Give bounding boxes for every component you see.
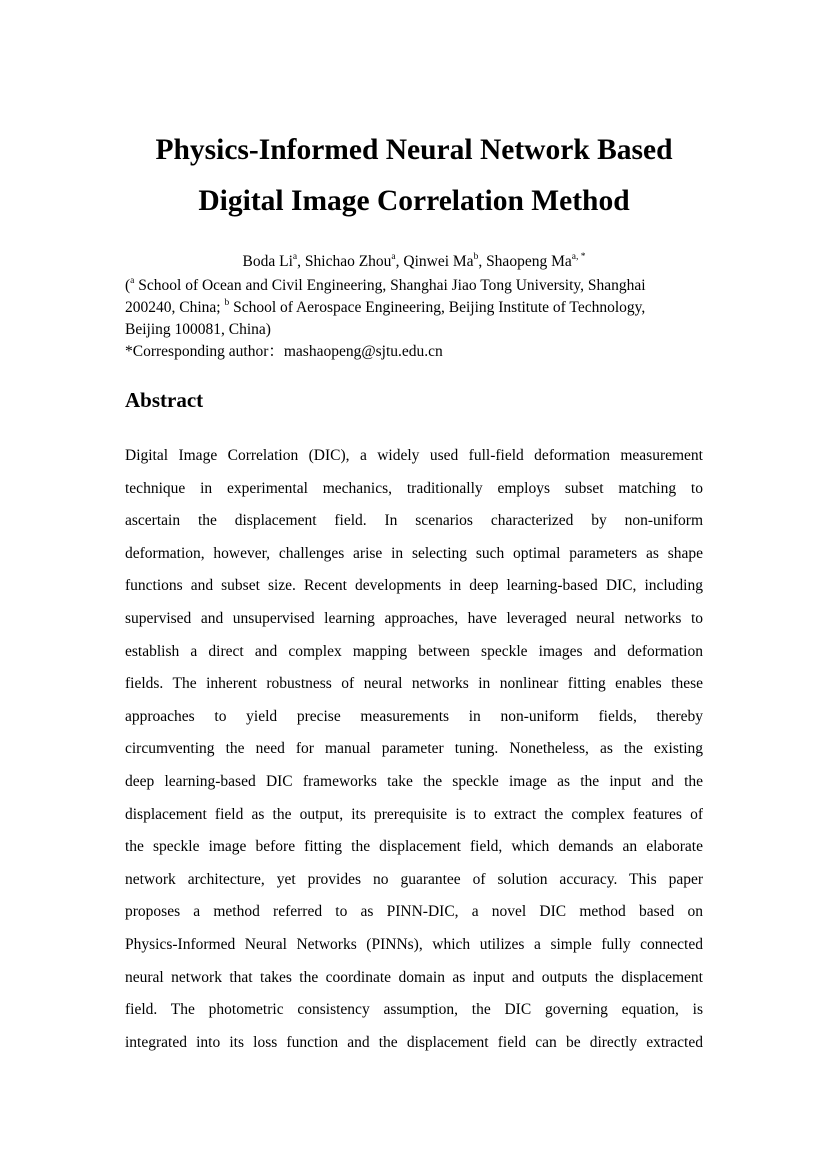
author-name: Shaopeng Ma — [486, 253, 572, 270]
affiliation-line-3: Beijing 100081, China) — [125, 321, 271, 338]
paper-title-line-2: Digital Image Correlation Method — [198, 185, 630, 217]
author-affiliation-mark: a, * — [571, 251, 586, 262]
abstract-line: integrated into its loss function and the displacement field can be directly extracted — [125, 1033, 703, 1051]
author-affiliation-mark: a — [292, 251, 298, 262]
abstract-line: neural network that takes the coordinate domain as input and outputs the displacement — [125, 968, 703, 986]
affiliation-text: 200240, China; — [125, 299, 225, 316]
abstract-line: establish a direct and complex mapping between speckle images and deformation — [125, 642, 703, 660]
affiliation-mark-a: a — [130, 275, 135, 286]
abstract-body — [125, 442, 703, 1061]
affiliation-text: School of Aerospace Engineering, Beijing Institute of Technology, — [229, 299, 646, 316]
paper-title-line-1: Physics-Informed Neural Network Based — [155, 134, 673, 166]
author-separator: , — [395, 253, 404, 270]
author-separator: , — [478, 253, 487, 270]
abstract-line: field. The photometric consistency assumption, the DIC governing equation, is — [125, 1001, 703, 1019]
abstract-line: technique in experimental mechanics, traditionally employs subset matching to — [125, 479, 703, 497]
abstract-line: deformation, however, challenges arise in selecting such optimal parameters as shape — [125, 544, 703, 562]
abstract-line: Digital Image Correlation (DIC), a widely used full-field deformation measurement — [125, 447, 703, 464]
affiliation-line-1 — [125, 276, 705, 296]
affiliation-line-2 — [125, 298, 705, 318]
affiliation-text: School of Ocean and Civil Engineering, Shanghai Jiao Tong University, Shanghai — [134, 277, 646, 294]
author-separator: , — [297, 253, 305, 270]
abstract-line: the speckle image before fitting the displacement field, which demands an elaborate — [125, 838, 703, 856]
author-name: Boda Li — [242, 253, 293, 270]
affiliation-mark-b: b — [224, 297, 230, 308]
author-affiliation-mark: a — [391, 251, 396, 262]
abstract-line: displacement field as the output, its prerequisite is to extract the complex features of — [125, 805, 703, 823]
abstract-line: circumventing the need for manual parameter tuning. Nonetheless, as the existing — [125, 740, 703, 758]
abstract-line: proposes a method referred to as PINN-DIC, a novel DIC method based on — [125, 903, 703, 921]
author-name: Shichao Zhou — [304, 253, 392, 270]
abstract-line: functions and subset size. Recent developments in deep learning-based DIC, including — [125, 577, 703, 595]
abstract-line: approaches to yield precise measurements in non-uniform fields, thereby — [125, 707, 703, 725]
abstract-heading: Abstract — [125, 388, 204, 412]
abstract-line: network architecture, yet provides no guarantee of solution accuracy. This paper — [125, 870, 703, 888]
abstract-line: fields. The inherent robustness of neural networks in nonlinear fitting enables these — [125, 675, 703, 693]
affiliation-open-paren: ( — [125, 277, 131, 294]
abstract-line: Physics-Informed Neural Networks (PINNs), which utilizes a simple fully connected — [125, 935, 703, 953]
author-affiliation-mark: b — [473, 251, 479, 262]
corresponding-author: *Corresponding author：mashaopeng@sjtu.edu.cn — [125, 343, 443, 360]
author-name: Qinwei Ma — [403, 253, 474, 270]
abstract-line: deep learning-based DIC frameworks take the speckle image as the input and the — [125, 772, 703, 790]
author-list — [80, 252, 748, 272]
abstract-line: supervised and unsupervised learning approaches, have leveraged neural networks to — [125, 609, 703, 627]
abstract-line: ascertain the displacement field. In scenarios characterized by non-uniform — [125, 512, 703, 530]
